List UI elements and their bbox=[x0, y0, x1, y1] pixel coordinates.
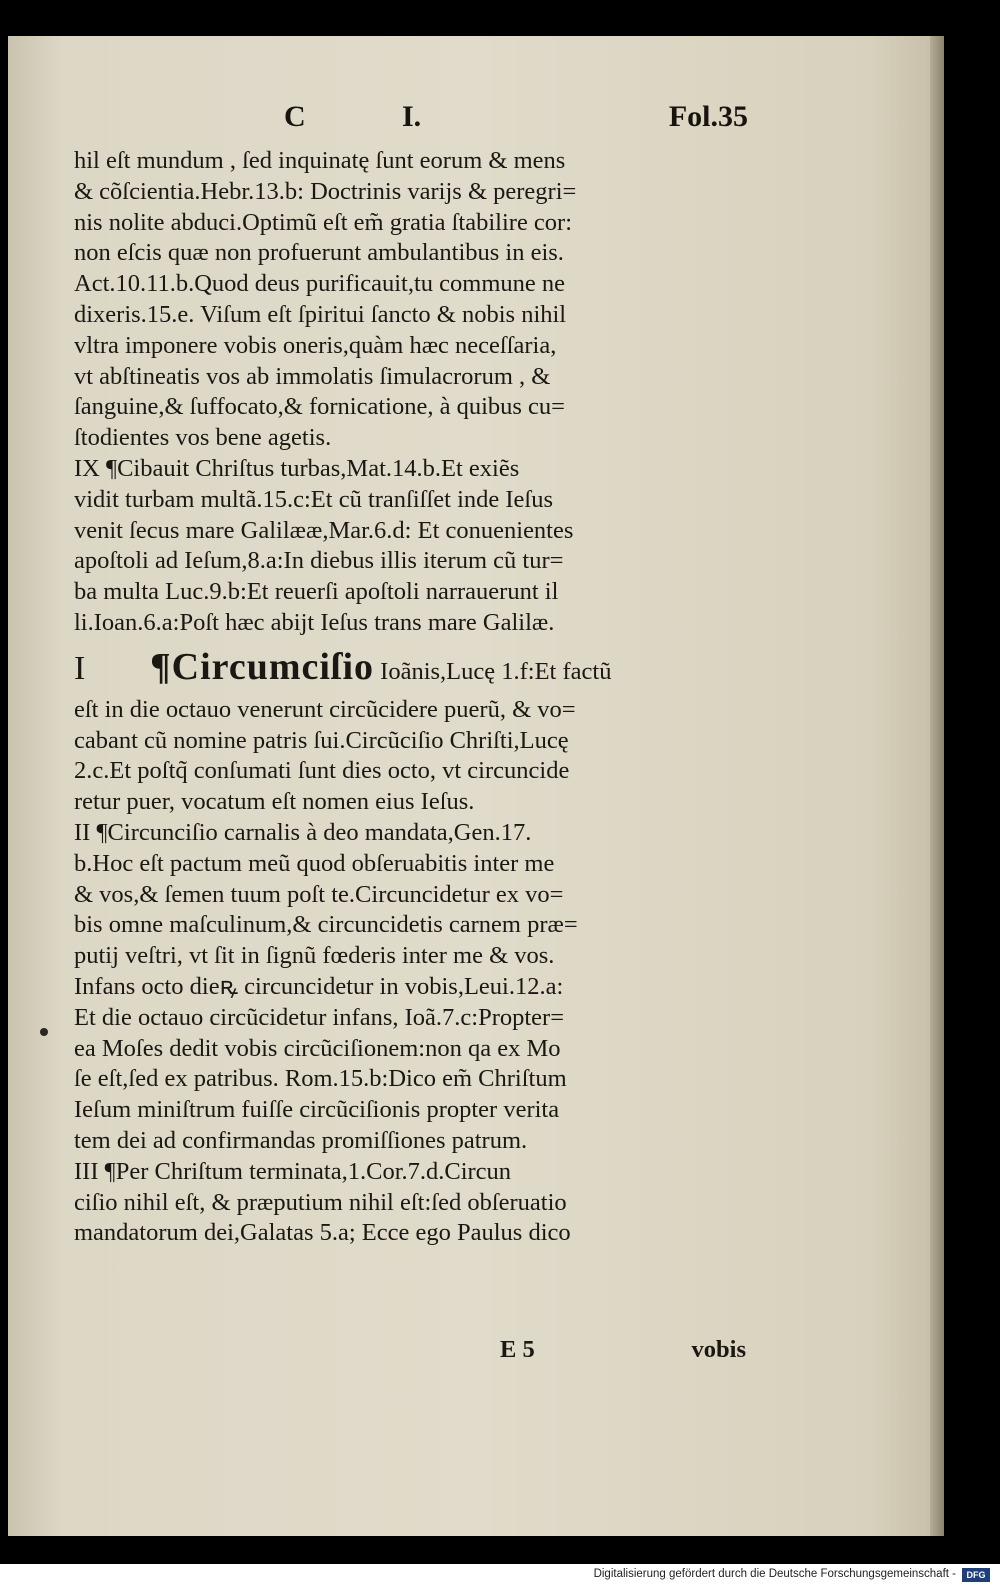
text-line: ea Moſes dedit vobis circũciſionem:non qa ex Mo bbox=[74, 1034, 561, 1062]
text-line: II ¶Circunciſio carnalis à deo mandata,Gen.17. bbox=[74, 818, 532, 846]
text-block bbox=[74, 146, 746, 1249]
text-line: venit ſecus mare Galilææ,Mar.6.d: Et conuenientes bbox=[74, 516, 574, 544]
text-line: ba multa Luc.9.b:Et reuerſi apoſtoli narrauerunt il bbox=[74, 578, 559, 606]
text-line: eſt in die octauo venerunt circũcidere puerũ, & vo= bbox=[74, 695, 576, 723]
footer-bar bbox=[0, 1564, 1000, 1588]
text-line: III ¶Per Chriſtum terminata,1.Cor.7.d.Circun bbox=[74, 1157, 512, 1185]
page-edge bbox=[930, 36, 944, 1536]
book-page bbox=[8, 36, 944, 1536]
text-line: li.Ioan.6.a:Poſt hæc abijt Ieſus trans mare Galilæ. bbox=[74, 608, 555, 636]
signature-line bbox=[74, 1336, 746, 1368]
text-line: Et die octauo circũcidetur infans, Ioã.7.c:Propter= bbox=[74, 1003, 565, 1031]
text-line: vt abſtineatis vos ab immolatis ſimulacrorum , & bbox=[74, 362, 551, 390]
section-number: I bbox=[74, 649, 86, 687]
text-line: putij veſtri, vt ſit in ſignũ fœderis inter me & vos. bbox=[74, 942, 555, 970]
text-line: non eſcis quæ non profuerunt ambulantibus in eis. bbox=[74, 239, 564, 267]
signature-mark: E 5 bbox=[500, 1336, 535, 1363]
text-line: mandatorum dei,Galatas 5.a; Ecce ego Paulus dico bbox=[74, 1219, 571, 1247]
running-header bbox=[278, 100, 748, 144]
text-line: ſtodientes vos bene agetis. bbox=[74, 424, 332, 452]
text-line: & vos,& ſemen tuum poſt te.Circuncidetur ex vo= bbox=[74, 880, 564, 908]
text-line: IX ¶Cibauit Chriſtus turbas,Mat.14.b.Et exiẽs bbox=[74, 454, 520, 482]
text-line: apoſtoli ad Ieſum,8.a:In diebus illis iterum cũ tur= bbox=[74, 547, 564, 575]
section-heading bbox=[74, 639, 746, 695]
section-title: ¶Circumciſio bbox=[150, 645, 375, 688]
text-line: vltra imponere vobis oneris,quàm hæc neceſſaria, bbox=[74, 331, 557, 359]
text-line: ſanguine,& ſuffocato,& fornicatione, à quibus cu= bbox=[74, 393, 565, 421]
text-line: tem dei ad confirmandas promiſſiones patrum. bbox=[74, 1126, 528, 1154]
text-line: vidit turbam multã.15.c:Et cũ tranſiſſet inde Ieſus bbox=[74, 485, 553, 513]
dfg-logo-icon: DFG bbox=[962, 1568, 990, 1582]
header-signature: C bbox=[284, 100, 306, 133]
section-reference: Ioãnis,Lucę 1.f:Et factũ bbox=[380, 657, 612, 685]
text-line: b.Hoc eſt pactum meũ quod obſeruabitis inter me bbox=[74, 849, 555, 877]
text-line: retur puer, vocatum eſt nomen eius Ieſus. bbox=[74, 788, 475, 816]
text-line: Act.10.11.b.Quod deus purificauit,tu commune ne bbox=[74, 270, 566, 298]
catchword: vobis bbox=[691, 1336, 746, 1363]
footer-credit: Digitalisierung gefördert durch die Deutsche Forschungsgemeinschaft - bbox=[593, 1568, 956, 1580]
text-line: ciſio nihil eſt, & præputium nihil eſt:ſed obſeruatio bbox=[74, 1188, 567, 1216]
text-line: bis omne maſculinum,& circuncidetis carnem præ= bbox=[74, 911, 578, 939]
text-line: hil eſt mundum , ſed inquinatę ſunt eorum & mens bbox=[74, 147, 566, 174]
text-line: cabant cũ nomine patris ſui.Circũciſio Chriſti,Lucę bbox=[74, 726, 569, 754]
header-quire: I. bbox=[402, 100, 422, 133]
text-line: 2.c.Et poſtq̃ conſumati ſunt dies octo, vt circuncide bbox=[74, 757, 570, 785]
text-line: ſe eſt,ſed ex patribus. Rom.15.b:Dico em̃ Chriſtum bbox=[74, 1065, 567, 1093]
text-line: Ieſum miniſtrum fuiſſe circũciſionis propter verita bbox=[74, 1096, 560, 1124]
margin-mark bbox=[40, 1028, 48, 1036]
text-line: & cõſcientia.Hebr.13.b: Doctrinis varijs & peregri= bbox=[74, 177, 577, 205]
text-line: dixeris.15.e. Viſum eſt ſpiritui ſancto & nobis nihil bbox=[74, 300, 567, 328]
text-line: nis nolite abduci.Optimũ eſt em̃ gratia ſtabilire cor: bbox=[74, 208, 573, 236]
text-line: Infans octo dieꝶ circuncidetur in vobis,Leui.12.a: bbox=[74, 972, 564, 1000]
folio-number: Fol.35 bbox=[668, 100, 748, 133]
